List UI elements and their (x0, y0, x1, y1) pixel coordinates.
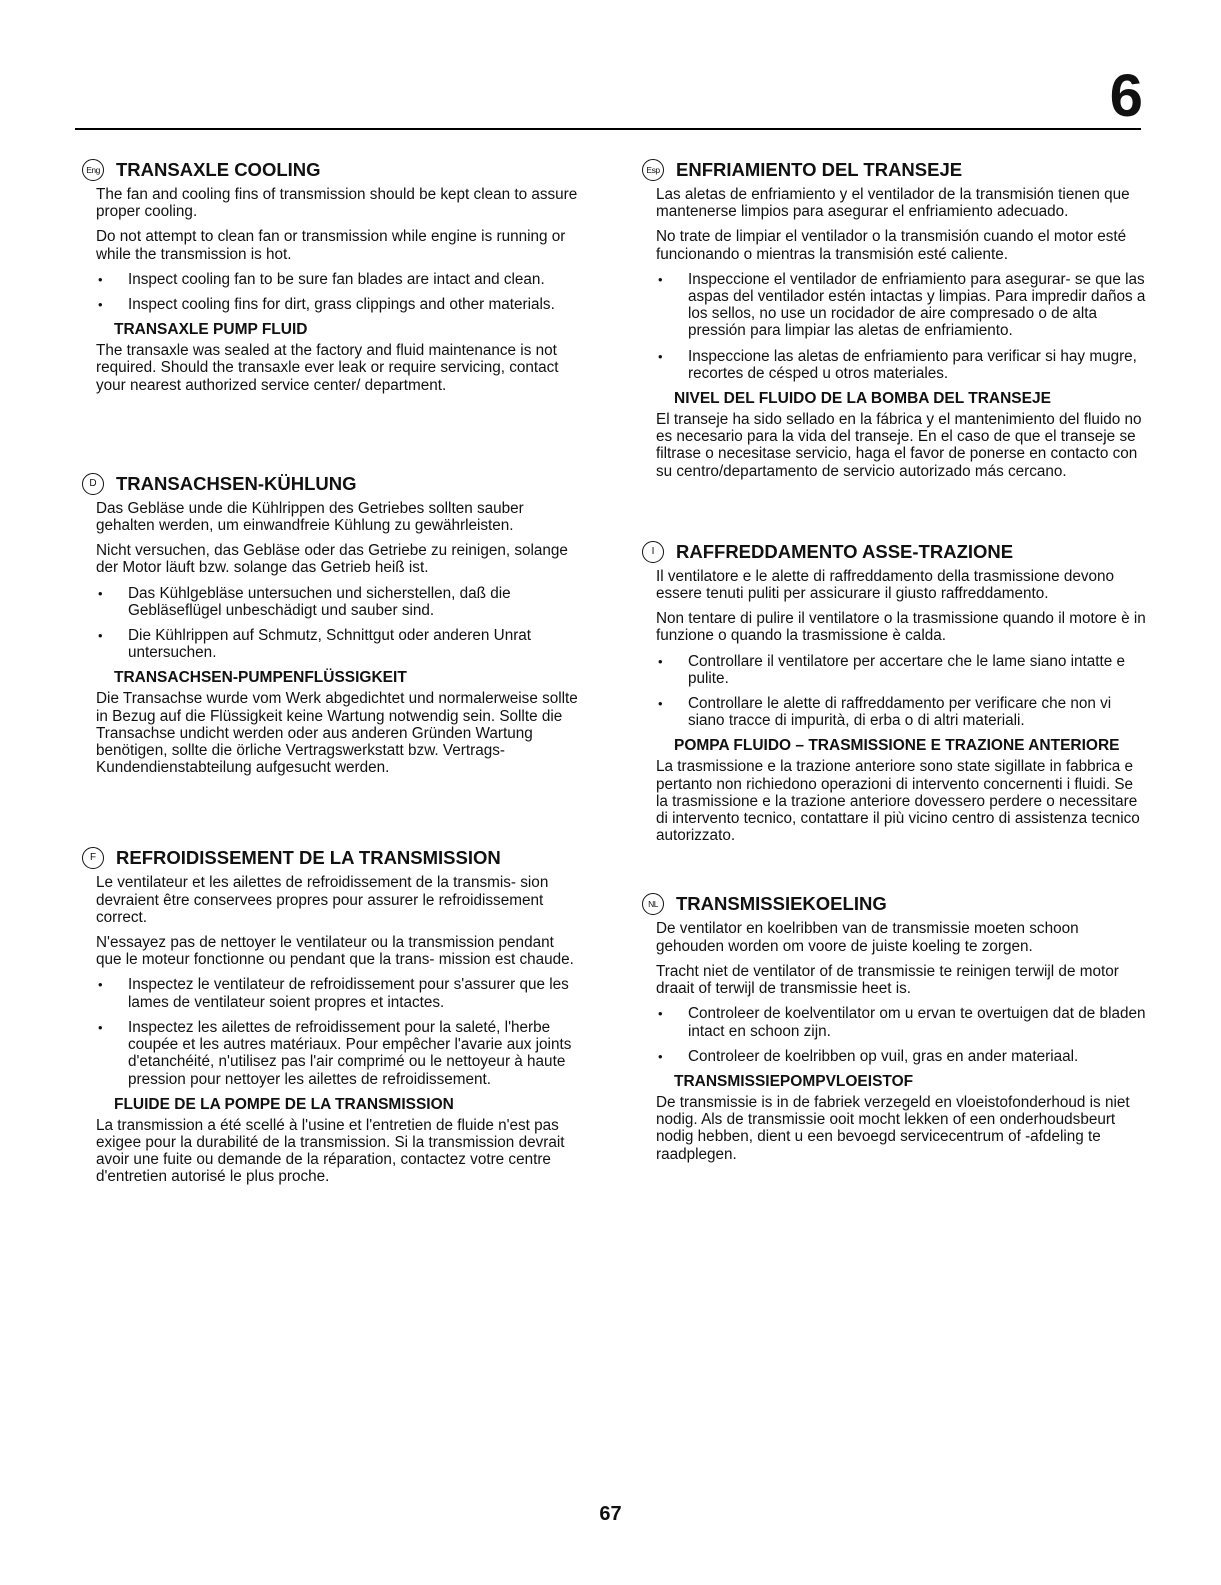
chapter-number: 6 (1109, 62, 1143, 129)
list-item: • Controleer de koelventilator om u ervan te overtuigen dat de bladen intact en schoon zijn. (642, 1005, 1146, 1039)
subsection-title: NIVEL DEL FLUIDO DE LA BOMBA DEL TRANSEJE (674, 390, 1051, 408)
paragraph: El transeje ha sido sellado en la fábrica y el mantenimiento del fluido no es necesario para la vida del transeje. En el caso de que el transeje se filtrase o necesitase servicio, haga el favor de ponerse en contacto con su centro/departamento de servicio autorizado más cercano. (656, 411, 1142, 480)
list-item: • Inspeccione el ventilador de enfriamiento para asegurar- se que las aspas del ventilador estén intactas y limpias. Para impredir daños a los sellos, no use un rocidador de aire compresado o de alta pressión para limpiar las aletas de enfriamiento. (642, 271, 1146, 340)
paragraph: De ventilator en koelribben van de transmissie moeten schoon gehouden worden om voore de juiste koeling te zorgen. (656, 920, 1079, 955)
paragraph: Le ventilateur et les ailettes de refroidissement de la transmis- sion devraient être conservees propres pour assurer le refroidissement correct. (96, 874, 549, 926)
bullet-list (642, 653, 1146, 730)
paragraph: Non tentare di pulire il ventilatore o la trasmissione quando il motore è in funzione o quando la trasmissione è calda. (656, 610, 1146, 645)
language-badge-icon: NL (642, 893, 664, 915)
section-heading (82, 158, 580, 182)
paragraph: Nicht versuchen, das Gebläse oder das Getriebe zu reinigen, solange der Motor läuft bzw. solange das Getrieb heiß ist. (96, 542, 568, 577)
paragraph: La trasmissione e la trazione anteriore sono state sigillate in fabbrica e pertanto non richiedono operazioni di intervento concernenti i fluidi. Se la trasmissione e la trazione anteriore dovessero perdere o necessitare di intervento tecnico, contattare il più vicino centro di assistenza tecnico autorizzato. (656, 758, 1140, 845)
list-item: • Inspectez les ailettes de refroidissement pour la saleté, l'herbe coupée et les autres matériaux. Pour empêcher l'avarie aux joints d'etanchéité, n'utilisez pas l'air comprimé ou le nettoyeur à haute pression pour nettoyer les ailettes de refroidissement. (82, 1019, 580, 1088)
left-column (82, 158, 580, 1194)
paragraph: Do not attempt to clean fan or transmission while engine is running or while the transmission is hot. (96, 228, 566, 263)
language-badge-icon: F (82, 847, 104, 869)
subsection-title: TRANSACHSEN-PUMPENFLÜSSIGKEIT (114, 669, 407, 687)
section-heading (642, 158, 1146, 182)
section-dutch (642, 892, 1146, 1162)
paragraph: Die Transachse wurde vom Werk abgedichtet und normalerweise sollte in Bezug auf die Flüssigkeit keine Wartung notwendig sein. Sollte die Transachse undicht werden oder aus anderen Gründen Wartung benötigen, sollte die örliche Vertragswerkstatt bzw. Vertrags- Kundendienstabteilung aufgesucht werden. (96, 690, 578, 777)
list-item: • Das Kühlgebläse untersuchen und sicherstellen, daß die Gebläseflügel unbeschädigt und sauber sind. (82, 585, 580, 619)
paragraph: Das Gebläse unde die Kühlrippen des Getriebes sollten sauber gehalten werden, um einwandfreie Kühlung zu gewährleisten. (96, 499, 524, 535)
section-title: TRANSACHSEN-KÜHLUNG (116, 472, 357, 494)
language-badge-icon: Eng (82, 159, 104, 181)
section-title: TRANSAXLE COOLING (116, 159, 321, 180)
section-title: TRANSMISSIEKOELING (676, 893, 887, 915)
section-french (82, 846, 580, 1185)
section-german (82, 472, 580, 777)
bullet-list (82, 976, 580, 1087)
language-badge-icon: Esp (642, 159, 664, 181)
paragraph: Tracht niet de ventilator of de transmissie te reinigen terwijl de motor draait of terwijl de transmissie heet is. (656, 962, 1119, 998)
list-item: • Inspect cooling fan to be sure fan blades are intact and clean. (82, 271, 580, 288)
subsection-title: FLUIDE DE LA POMPE DE LA TRANSMISSION (114, 1095, 454, 1113)
section-english (82, 158, 580, 394)
language-badge-icon: D (82, 473, 104, 495)
paragraph: The transaxle was sealed at the factory and fluid maintenance is not required. Should the transaxle ever leak or require servicing, contact your nearest authorized service center/ department. (96, 342, 559, 394)
section-italian (642, 540, 1146, 845)
paragraph: La transmission a été scellé à l'usine et l'entretien de fluide n'est pas exigee pour la durabilité de la transmission. Si la transmission devrait avoir une fuite ou demande de la réparation, contactez votre centre d'entretien autorisé le plus proche. (96, 1116, 565, 1186)
section-title: RAFFREDDAMENTO ASSE-TRAZIONE (676, 540, 1014, 562)
list-item: • Controllare le alette di raffreddamento per verificare che non vi siano tracce di impurità, di erba o di altri materiali. (642, 695, 1146, 729)
paragraph: Il ventilatore e le alette di raffreddamento della trasmissione devono essere tenuti puliti per assicurare il giusto raffreddamento. (656, 567, 1115, 603)
section-heading (82, 846, 580, 870)
paragraph: De transmissie is in de fabriek verzegeld en vloeistofonderhoud is niet nodig. Als de transmissie ooit mocht lekken of een onderhoudsbeurt nodig hebben, dient u een bevoegd servicecentrum of -afdeling te raadplegen. (656, 1093, 1130, 1163)
section-heading (82, 472, 580, 496)
header-rule (75, 128, 1141, 130)
paragraph: Las aletas de enfriamiento y el ventilador de la transmisión tienen que mantenerse limpios para asegurar el enfriamiento adecuado. (656, 186, 1130, 221)
section-heading (642, 892, 1146, 916)
paragraph: The fan and cooling fins of transmission should be kept clean to assure proper cooling. (96, 186, 578, 221)
section-heading (642, 540, 1146, 564)
list-item: • Controllare il ventilatore per accertare che le lame siano intatte e pulite. (642, 653, 1146, 687)
bullet-list (82, 585, 580, 662)
paragraph: N'essayez pas de nettoyer le ventilateur ou la transmission pendant que le moteur fonctionne ou pendant que la trans- mission est chaude. (96, 934, 574, 969)
section-title: ENFRIAMIENTO DEL TRANSEJE (676, 159, 963, 180)
subsection-title: POMPA FLUIDO – TRASMISSIONE E TRAZIONE ANTERIORE (674, 737, 1120, 755)
right-column (642, 158, 1146, 1171)
bullet-list (642, 1005, 1146, 1065)
list-item: • Controleer de koelribben op vuil, gras en ander materiaal. (642, 1048, 1146, 1065)
paragraph: No trate de limpiar el ventilador o la transmisión cuando el motor esté funcionando o mientras la transmisión esté caliente. (656, 228, 1127, 263)
bullet-list (642, 271, 1146, 382)
section-spanish (642, 158, 1146, 480)
list-item: • Inspect cooling fins for dirt, grass clippings and other materials. (82, 296, 580, 313)
list-item: • Inspectez le ventilateur de refroidissement pour s'assurer que les lames de ventilateur soient propres et intactes. (82, 976, 580, 1010)
list-item: • Inspeccione las aletas de enfriamiento para verificar si hay mugre, recortes de césped u otros materiales. (642, 348, 1146, 382)
bullet-list (82, 271, 580, 313)
list-item: • Die Kühlrippen auf Schmutz, Schnittgut oder anderen Unrat untersuchen. (82, 627, 580, 661)
page-number: 67 (599, 1503, 622, 1525)
subsection-title: TRANSAXLE PUMP FLUID (114, 321, 308, 339)
subsection-title: TRANSMISSIEPOMPVLOEISTOF (674, 1072, 914, 1090)
language-badge-icon: I (642, 541, 664, 563)
section-title: REFROIDISSEMENT DE LA TRANSMISSION (116, 847, 501, 869)
